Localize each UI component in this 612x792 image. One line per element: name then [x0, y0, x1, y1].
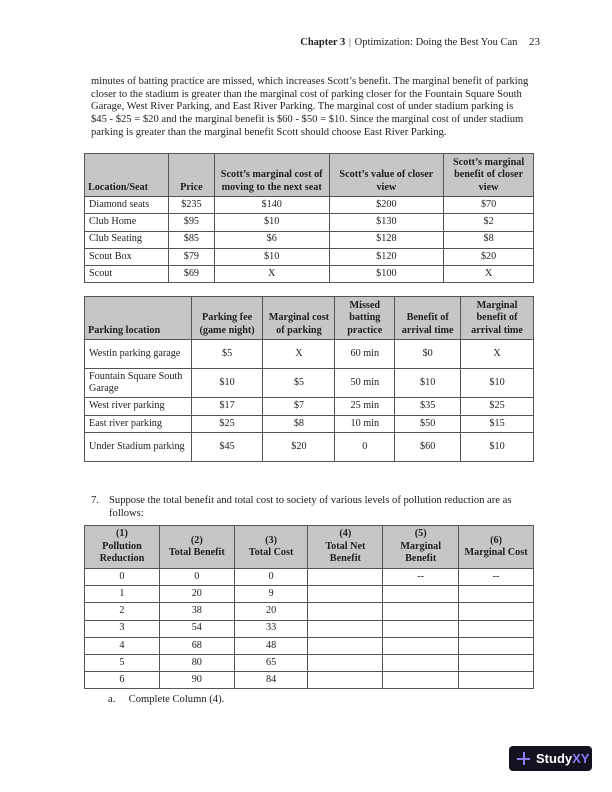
column-label: Total Net Benefit: [325, 540, 366, 565]
table-cell: $20: [263, 433, 335, 462]
column-label: Marginal Cost: [464, 547, 528, 558]
table-cell: [459, 672, 534, 689]
table-cell: 5: [85, 654, 160, 671]
table-cell: $10: [461, 433, 534, 462]
question-7: [91, 495, 531, 520]
sub-question-a: [108, 694, 224, 705]
table-cell: [308, 569, 383, 586]
brand-suffix: XY: [572, 751, 590, 766]
table-row: [85, 398, 534, 416]
table-row: [85, 197, 534, 214]
table-cell: 65: [234, 654, 308, 671]
table-cell: $8: [263, 415, 335, 433]
table-cell: 68: [159, 637, 234, 654]
brand-prefix: Study: [536, 751, 573, 766]
table-cell: $60: [395, 433, 461, 462]
column-label: Marginal Benefit: [400, 540, 442, 565]
table-cell: 0: [335, 433, 395, 462]
table-row: [85, 231, 534, 248]
table-cell: [459, 637, 534, 654]
table-cell: 48: [234, 637, 308, 654]
table-cell: [383, 654, 459, 671]
table-cell: [383, 672, 459, 689]
sub-question-text: Complete Column (4).: [128, 694, 225, 705]
table-cell: --: [383, 569, 459, 586]
table-cell: $70: [444, 197, 534, 214]
table-cell: Scout Box: [85, 248, 169, 265]
table-cell: 2: [85, 603, 160, 620]
table-cell: 84: [234, 672, 308, 689]
table-cell: $5: [191, 340, 263, 369]
table-cell: $5: [263, 369, 335, 398]
table-row: [85, 586, 534, 603]
column-header: Parking location: [85, 297, 192, 340]
table-cell: 0: [159, 569, 234, 586]
table-cell: Fountain Square South Garage: [85, 369, 192, 398]
column-label: Pollution Reduction: [99, 540, 145, 565]
table-cell: $0: [395, 340, 461, 369]
table-cell: $25: [191, 415, 263, 433]
table-cell: East river parking: [85, 415, 192, 433]
table-cell: $200: [329, 197, 444, 214]
column-header: Scott’s marginal cost of moving to the next seat: [214, 154, 329, 197]
running-header: [300, 36, 540, 48]
table-cell: [308, 586, 383, 603]
table-cell: [459, 654, 534, 671]
column-header: [234, 526, 308, 569]
table-cell: $120: [329, 248, 444, 265]
column-number: (1): [115, 528, 128, 540]
table-cell: 25 min: [335, 398, 395, 416]
table-cell: Diamond seats: [85, 197, 169, 214]
table-cell: 33: [234, 620, 308, 637]
parking-table: [84, 296, 534, 462]
table-cell: 90: [159, 672, 234, 689]
table-cell: [308, 603, 383, 620]
table-row: [85, 603, 534, 620]
column-header: Location/Seat: [85, 154, 169, 197]
table-row: [85, 340, 534, 369]
table-header-row: [85, 297, 534, 340]
table-cell: West river parking: [85, 398, 192, 416]
table-cell: $2: [444, 214, 534, 231]
table-cell: $95: [168, 214, 214, 231]
table-row: [85, 266, 534, 283]
pollution-table: [84, 525, 534, 689]
chapter-label: Chapter 3: [300, 37, 346, 48]
column-header: [159, 526, 234, 569]
answer-paragraph: minutes of batting practice are missed, which increases Scott’s benefit. The marginal benefit of parking closer to the stadium is greater than the marginal cost of parking closer for the Fountain Square South Garage, West River Parking, and East River Parking. The marginal cost of under stadium parking is $45 - $25 = $20 and the marginal benefit is $60 - $50 = $10. Since the marginal cost of under stadium parking is greater than the marginal benefit Scott should choose East River Parking.: [91, 76, 529, 138]
table-cell: $128: [329, 231, 444, 248]
column-label: Total Benefit: [168, 547, 225, 558]
table-cell: 10 min: [335, 415, 395, 433]
seat-table: [84, 153, 534, 283]
table-cell: 38: [159, 603, 234, 620]
table-cell: $8: [444, 231, 534, 248]
table-cell: 0: [85, 569, 160, 586]
table-cell: $235: [168, 197, 214, 214]
table-row: [85, 569, 534, 586]
table-row: [85, 620, 534, 637]
table-header-row: [85, 154, 534, 197]
table-cell: Under Stadium parking: [85, 433, 192, 462]
table-row: [85, 415, 534, 433]
table-cell: $130: [329, 214, 444, 231]
table-cell: [383, 620, 459, 637]
table-cell: [383, 603, 459, 620]
column-number: (5): [414, 528, 427, 540]
table-cell: $100: [329, 266, 444, 283]
table-cell: $79: [168, 248, 214, 265]
column-header: [85, 526, 160, 569]
column-header: Scott’s marginal benefit of closer view: [444, 154, 534, 197]
table-cell: $140: [214, 197, 329, 214]
table-cell: [308, 637, 383, 654]
table-cell: Club Home: [85, 214, 169, 231]
column-number: (2): [190, 534, 203, 546]
table-cell: 20: [159, 586, 234, 603]
question-text: Suppose the total benefit and total cost to society of various levels of pollution reduction are as follows:: [109, 495, 512, 519]
table-row: [85, 654, 534, 671]
table-cell: X: [461, 340, 534, 369]
column-header: Marginal benefit of arrival time: [461, 297, 534, 340]
table-cell: 6: [85, 672, 160, 689]
column-header: Parking fee (game night): [191, 297, 263, 340]
table-cell: 4: [85, 637, 160, 654]
column-number: (4): [339, 528, 352, 540]
table-cell: --: [459, 569, 534, 586]
table-cell: $69: [168, 266, 214, 283]
plus-icon: [517, 752, 530, 765]
table-row: [85, 637, 534, 654]
table-cell: X: [214, 266, 329, 283]
table-cell: $10: [395, 369, 461, 398]
table-cell: $10: [214, 248, 329, 265]
chapter-title: Optimization: Doing the Best You Can: [354, 37, 518, 48]
column-header: Marginal cost of parking: [263, 297, 335, 340]
table-cell: [383, 586, 459, 603]
table-cell: 20: [234, 603, 308, 620]
table-cell: $10: [191, 369, 263, 398]
table-cell: $35: [395, 398, 461, 416]
table-cell: 3: [85, 620, 160, 637]
table-cell: 9: [234, 586, 308, 603]
column-header: [383, 526, 459, 569]
column-header: [459, 526, 534, 569]
table-cell: 60 min: [335, 340, 395, 369]
table-cell: $6: [214, 231, 329, 248]
table-cell: Club Seating: [85, 231, 169, 248]
table-header-row: [85, 526, 534, 569]
sub-question-label: a.: [108, 694, 116, 705]
table-cell: X: [263, 340, 335, 369]
question-number: 7.: [91, 495, 99, 506]
table-cell: [459, 586, 534, 603]
column-header: [308, 526, 383, 569]
table-cell: $25: [461, 398, 534, 416]
table-cell: $15: [461, 415, 534, 433]
table-cell: $50: [395, 415, 461, 433]
table-cell: [459, 620, 534, 637]
table-cell: $45: [191, 433, 263, 462]
table-cell: 80: [159, 654, 234, 671]
brand-name: [536, 751, 589, 766]
table-cell: [308, 654, 383, 671]
table-cell: Westin parking garage: [85, 340, 192, 369]
column-number: (3): [265, 534, 278, 546]
table-cell: 0: [234, 569, 308, 586]
table-row: [85, 248, 534, 265]
column-header: Missed batting practice: [335, 297, 395, 340]
column-number: (6): [490, 534, 502, 546]
table-cell: [459, 603, 534, 620]
table-cell: 50 min: [335, 369, 395, 398]
table-cell: $7: [263, 398, 335, 416]
table-cell: $17: [191, 398, 263, 416]
table-cell: [308, 672, 383, 689]
table-cell: Scout: [85, 266, 169, 283]
page-number: 23: [529, 36, 540, 48]
table-row: [85, 214, 534, 231]
column-label: Total Cost: [248, 547, 294, 558]
column-header: Price: [168, 154, 214, 197]
table-cell: 54: [159, 620, 234, 637]
column-header: Scott’s value of closer view: [329, 154, 444, 197]
table-cell: [383, 637, 459, 654]
studyxy-badge[interactable]: [509, 746, 592, 771]
table-row: [85, 672, 534, 689]
table-cell: $10: [461, 369, 534, 398]
header-separator: |: [348, 37, 351, 48]
table-cell: [308, 620, 383, 637]
table-cell: X: [444, 266, 534, 283]
table-row: [85, 433, 534, 462]
table-row: [85, 369, 534, 398]
column-header: Benefit of arrival time: [395, 297, 461, 340]
table-cell: $85: [168, 231, 214, 248]
table-cell: 1: [85, 586, 160, 603]
table-cell: $10: [214, 214, 329, 231]
table-cell: $20: [444, 248, 534, 265]
